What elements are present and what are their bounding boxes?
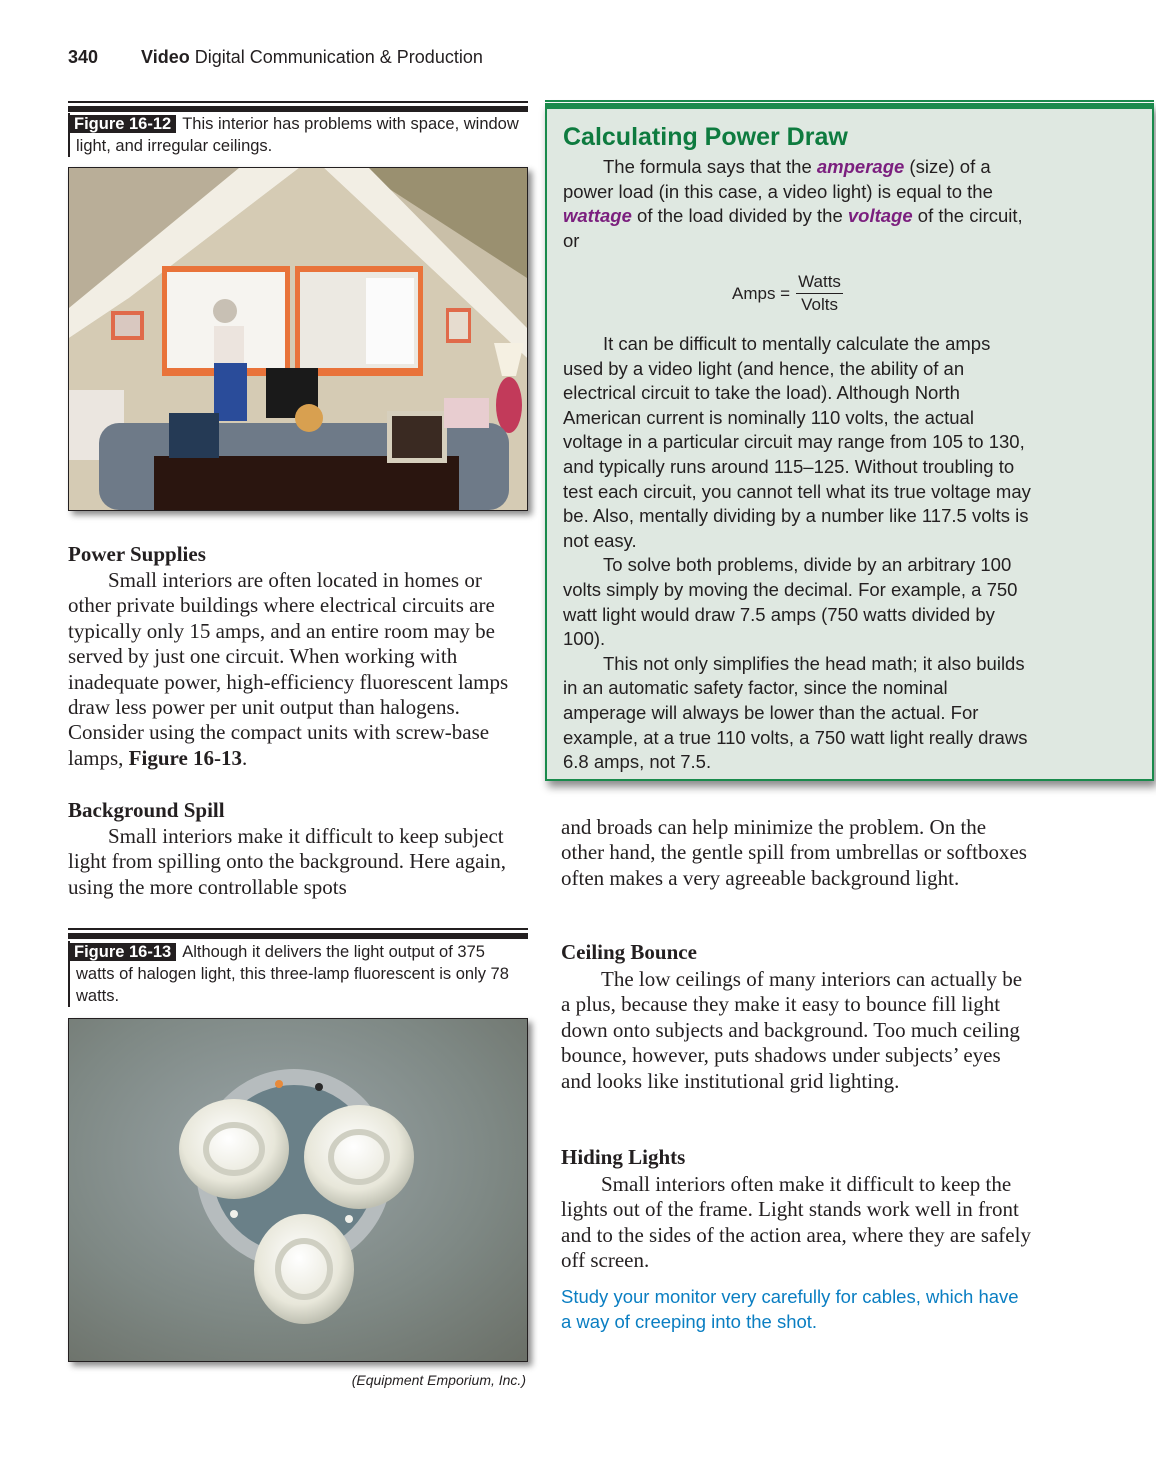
formula-numerator: Watts: [796, 272, 843, 294]
figure-16-12-rule: [68, 101, 528, 112]
running-head: [68, 47, 483, 68]
power-supplies-body: Small interiors are often located in homes or other private buildings where electrical circuits are typically only 15 amps, and an entire room may be served by just one circuit. When working with inadequate power, high-efficiency fluorescent lamps draw less power per unit output than halogens. Consider using the compact units with screw-base lamps, Figure 16-13.: [68, 568, 509, 770]
formula-lhs: Amps =: [732, 283, 791, 303]
book-title-rest: Digital Communication & Production: [194, 47, 483, 67]
sidebar-paragraph-2: It can be difficult to mentally calculate the amps used by a video light (and hence, the ability of an electrical circuit to take the load). Although North American current is nominally 110 volts, the actual voltage in a particular circuit may range from 105 to 130, and typically runs around 115–125. Without troubling to test each circuit, you cannot tell what its true voltage may be. Also, mentally dividing by a number like 117.5 volts is not easy. To solve both problems, divide by an arbitrary 100 volts simply by moving the decimal. For example, a 750 watt light would draw 7.5 amps (750 watts divided by 100). This not only simplifies the head math; it also builds in an automatic safety factor, since the nominal amperage will always be lower than the actual. For example, at a true 110 volts, a 750 watt light really draws 6.8 amps, not 7.5.: [563, 332, 1033, 775]
figure-16-12-photo: [68, 167, 528, 511]
tip-note: Study your monitor very carefully for cables, which have a way of creeping into the shot.: [561, 1286, 1019, 1332]
figure-16-13-photo: [68, 1018, 528, 1362]
photo-credit: (Equipment Emporium, Inc.): [351, 1372, 526, 1388]
figure-16-13-label: Figure 16-13: [70, 943, 176, 961]
figure-16-13-caption-text: Although it delivers the light output of 375 watts of halogen light, this three-lamp fluorescent is only 78 watts.: [76, 943, 509, 1005]
amps-formula: [732, 272, 843, 315]
keyword-amperage: amperage: [816, 156, 905, 177]
heading-background-spill: Background Spill: [68, 798, 225, 822]
sidebar-calculating-power-draw: [545, 103, 1154, 781]
sidebar-paragraph-3: To solve both problems, divide by an arbitrary 100 volts simply by moving the decimal. For example, a 750 watt light would draw 7.5 amps (750 watts divided by 100).: [563, 554, 1018, 650]
book-title-bold: Video: [141, 47, 190, 67]
hiding-lights-body: Small interiors often make it difficult to keep the lights out of the frame. Light stands work well in front and to the sides of the action area, where they are safely off screen.: [561, 1172, 1031, 1273]
figure-16-13-rule: [68, 928, 528, 939]
figure-16-13-caption: [68, 941, 528, 1007]
sidebar-top-rule-thick: [545, 105, 1154, 109]
background-spill-body-right: and broads can help minimize the problem. On the other hand, the gentle spill from umbrellas or softboxes often makes a very agreeable background light.: [561, 815, 1027, 890]
formula-fraction: [796, 272, 843, 315]
formula-denominator: Volts: [801, 295, 838, 314]
figure-16-12-caption: [68, 113, 528, 157]
page-number: 340: [68, 47, 99, 67]
keyword-voltage: voltage: [847, 205, 913, 227]
figure-16-12-label: Figure 16-12: [70, 115, 176, 133]
heading-ceiling-bounce: Ceiling Bounce: [561, 940, 697, 964]
sidebar-title: Calculating Power Draw: [563, 123, 848, 151]
heading-power-supplies: Power Supplies: [68, 542, 206, 566]
heading-hiding-lights: Hiding Lights: [561, 1145, 686, 1169]
attic-room-image: [69, 168, 527, 510]
figure-16-12-caption-text: This interior has problems with space, window light, and irregular ceilings.: [76, 115, 519, 155]
sidebar-paragraph-1: The formula says that the amperage (size) of a power load (in this case, a video light) is equal to the wattage of the load divided by the voltage of the circuit, or: [563, 156, 1023, 251]
figure-16-13-reference[interactable]: Figure 16-13: [128, 745, 243, 770]
sidebar-paragraph-4: This not only simplifies the head math; it also builds in an automatic safety factor, since the nominal amperage will always be lower than the actual. For example, at a true 110 volts, a 750 watt light really draws 6.8 amps, not 7.5.: [563, 652, 1028, 773]
ceiling-bounce-body: The low ceilings of many interiors can actually be a plus, because they make it easy to bounce fill light down onto subjects and background. Too much ceiling bounce, however, puts shadows under subjects’ eyes and looks like institutional grid lighting.: [561, 967, 1023, 1093]
background-spill-body-left: Small interiors make it difficult to keep subject light from spilling onto the background. Here again, using the more controllable spots: [68, 824, 506, 899]
fluorescent-lamp-image: [69, 1019, 527, 1361]
sidebar-top-rule: [545, 100, 1154, 102]
keyword-wattage: wattage: [563, 205, 632, 227]
